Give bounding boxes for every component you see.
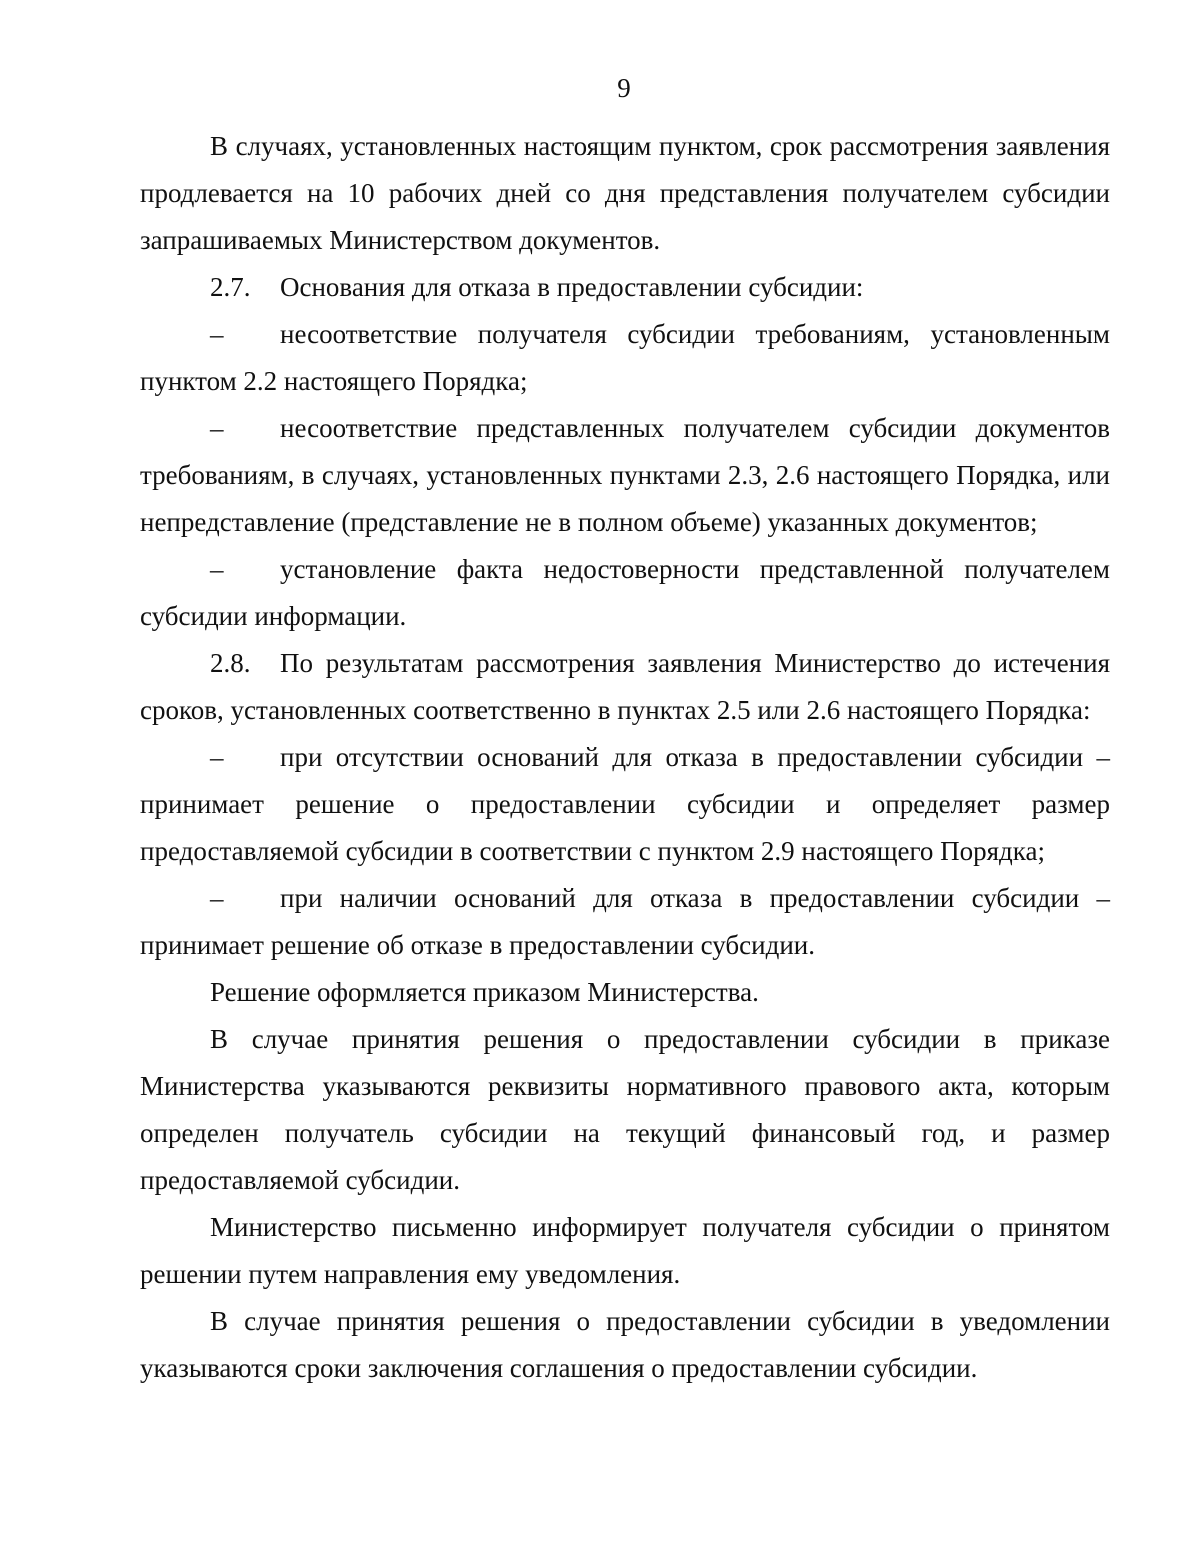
paragraph-agreement-terms: В случае принятия решения о предоставлении субсидии в уведомлении указываются сроки заключения соглашения о предоставлении субсидии.: [140, 1306, 1110, 1383]
dash-marker: –: [210, 413, 224, 443]
page-number: 9: [617, 73, 631, 103]
dash-marker: –: [210, 742, 224, 772]
document-body: [140, 123, 1110, 1392]
list-item-refusal-3: – установление факта недостоверности представленной получателем субсидии информации.: [140, 546, 1110, 640]
dash-marker: –: [210, 554, 224, 584]
dash-marker: –: [210, 883, 224, 913]
paragraph-order-details: В случае принятия решения о предоставлении субсидии в приказе Министерства указываются реквизиты нормативного правового акта, которым определен получатель субсидии на текущий финансовый год, и размер предоставляемой субсидии.: [140, 1024, 1110, 1195]
list-item-refusal-2: – несоответствие представленных получателем субсидии документов требованиям, в случаях, установленных пунктами 2.3, 2.6 настоящего Порядка, или непредставление (представление не в полном объеме) указанных документов;: [140, 405, 1110, 546]
list-item-decision-1: – при отсутствии оснований для отказа в предоставлении субсидии – принимает решение о предоставлении субсидии и определяет размер предоставляемой субсидии в соответствии с пунктом 2.9 настоящего Порядка;: [140, 734, 1110, 875]
paragraph-notification: Министерство письменно информирует получателя субсидии о принятом решении путем направления ему уведомления.: [140, 1212, 1110, 1289]
paragraph-2-8: 2.8. По результатам рассмотрения заявления Министерство до истечения сроков, установленных соответственно в пунктах 2.5 или 2.6 настоящего Порядка:: [140, 640, 1110, 734]
list-item-refusal-1: – несоответствие получателя субсидии требованиям, установленным пунктом 2.2 настоящего Порядка;: [140, 311, 1110, 405]
paragraph-decision-order: Решение оформляется приказом Министерства.: [210, 977, 759, 1007]
paragraph-extension-period: В случаях, установленных настоящим пунктом, срок рассмотрения заявления продлевается на 10 рабочих дней со дня представления получателем субсидии запрашиваемых Министерством документов.: [140, 131, 1110, 255]
section-number: 2.8.: [210, 648, 251, 678]
paragraph-2-7: 2.7. Основания для отказа в предоставлении субсидии:: [140, 264, 1110, 311]
section-number: 2.7.: [210, 272, 251, 302]
dash-marker: –: [210, 319, 224, 349]
list-item-decision-2: – при наличии оснований для отказа в предоставлении субсидии – принимает решение об отказе в предоставлении субсидии.: [140, 875, 1110, 969]
